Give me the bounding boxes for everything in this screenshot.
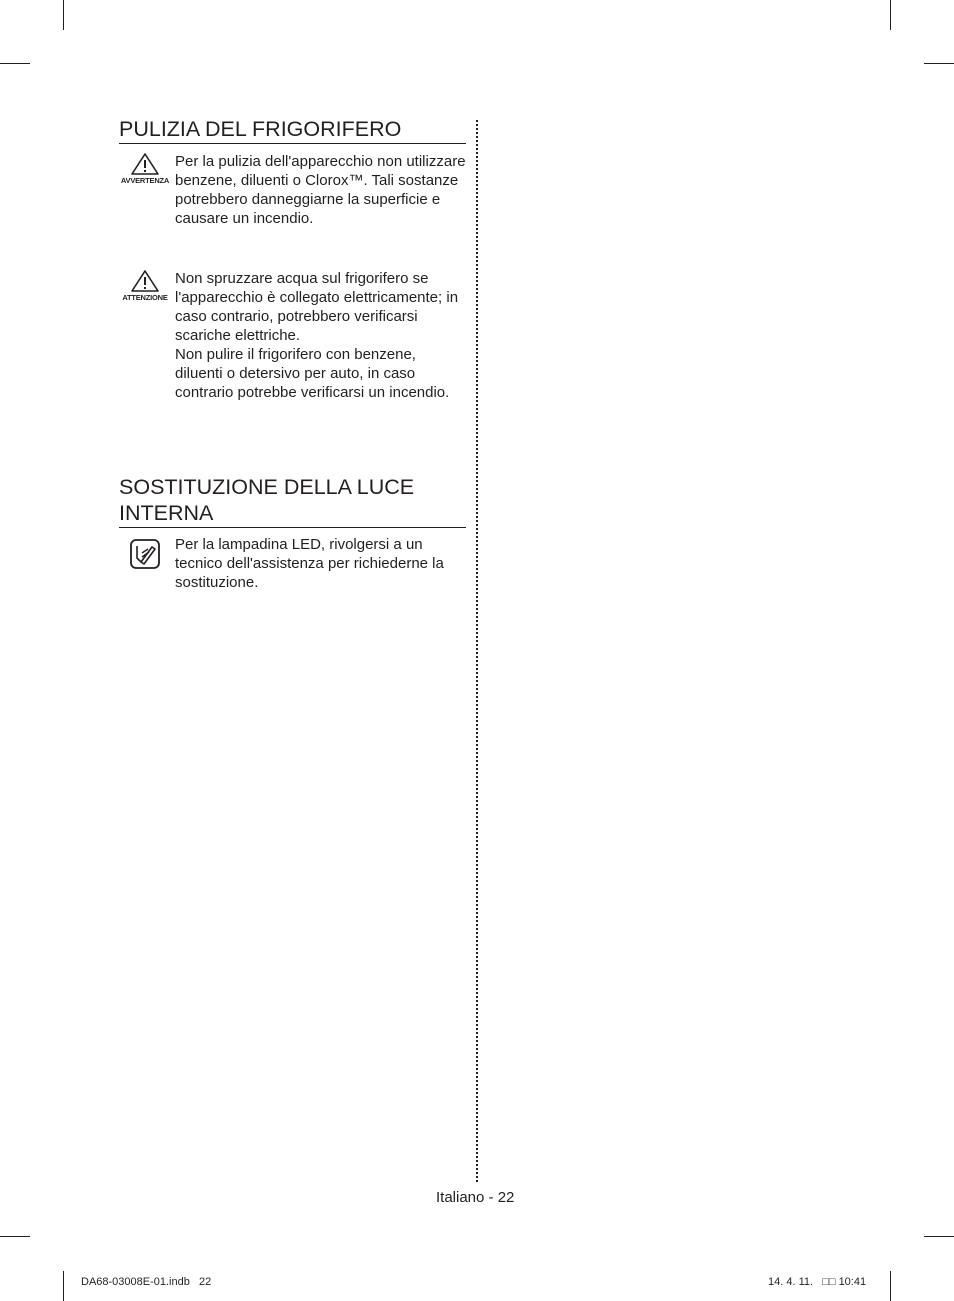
section-title-light-replacement: SOSTITUZIONE DELLA LUCE INTERNA	[119, 474, 466, 528]
crop-mark	[0, 1236, 30, 1237]
crop-mark	[63, 0, 64, 30]
note-pencil-icon	[128, 537, 162, 571]
file-name: DA68-03008E-01.indb 22	[81, 1276, 212, 1288]
warning-triangle-icon	[130, 152, 160, 176]
warning-label: AVVERTENZA	[120, 176, 170, 185]
crop-mark	[63, 1271, 64, 1301]
caution-label: ATTENZIONE	[122, 293, 168, 302]
crop-mark	[924, 63, 954, 64]
print-timestamp: 14. 4. 11. □□ 10:41	[768, 1276, 867, 1288]
info-badge	[119, 535, 171, 571]
caution-badge	[119, 269, 171, 302]
caution-text	[175, 269, 467, 402]
warning-paragraph: Per la pulizia dell'apparecchio non utilizzare benzene, diluenti o Clorox™. Tali sostanze potrebbero danneggiarne la superficie e causare un incendio.	[175, 153, 466, 227]
info-text	[175, 535, 467, 592]
crop-mark	[924, 1236, 954, 1237]
caution-paragraph: Non spruzzare acqua sul frigorifero se l'apparecchio è collegato elettricamente; in caso contrario, potrebbero verificarsi scariche elettriche.	[175, 270, 459, 344]
crop-mark	[890, 1271, 891, 1301]
warning-text	[175, 152, 467, 228]
info-paragraph: Per la lampadina LED, rivolgersi a un tecnico dell'assistenza per richiederne la sostituzione.	[175, 536, 444, 591]
caution-paragraph: Non pulire il frigorifero con benzene, diluenti o detersivo per auto, in caso contrario potrebbe verificarsi un incendio.	[175, 346, 450, 401]
warning-badge	[119, 152, 171, 185]
crop-mark	[890, 0, 891, 30]
column-divider	[476, 120, 478, 1182]
page-number: Italiano - 22	[436, 1189, 515, 1206]
section-title-cleaning: PULIZIA DEL FRIGORIFERO	[119, 116, 466, 144]
caution-triangle-icon	[130, 269, 160, 293]
crop-mark	[0, 63, 30, 64]
